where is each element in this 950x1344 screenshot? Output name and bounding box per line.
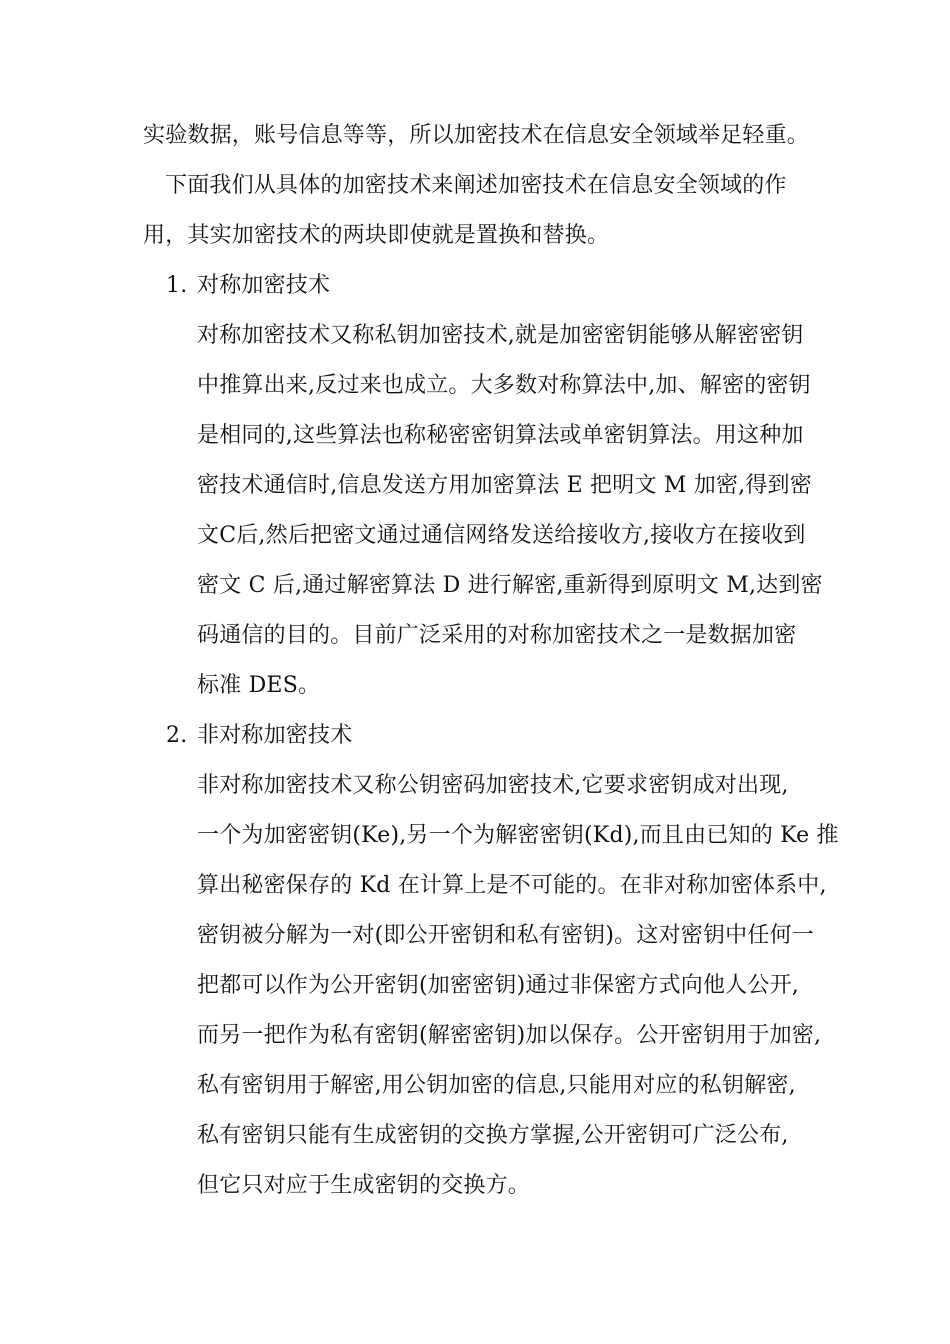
section-text-line: 密钥被分解为一对(即公开密钥和私有密钥)。这对密钥中任何一 <box>197 923 814 948</box>
paragraph-line: 实验数据，账号信息等等，所以加密技术在信息安全领域举足轻重。 <box>143 123 810 148</box>
section-text-line: 算出秘密保存的 Kd 在计算上是不可能的。在非对称加密体系中, <box>197 873 827 898</box>
section-text-line: 对称加密技术又称私钥加密技术,就是加密密钥能够从解密密钥 <box>197 323 804 348</box>
section-text-line: 密文 C 后,通过解密算法 D 进行解密,重新得到原明文 M,达到密 <box>197 573 823 598</box>
section-text-line: 非对称加密技术又称公钥密码加密技术,它要求密钥成对出现, <box>197 773 789 798</box>
section-text-line: 私有密钥用于解密,用公钥加密的信息,只能用对应的私钥解密, <box>197 1073 796 1098</box>
section-text-line: 密技术通信时,信息发送方用加密算法 E 把明文 M 加密,得到密 <box>197 473 812 498</box>
section-heading: 非对称加密技术 <box>197 723 353 748</box>
section-text-line: 一个为加密密钥(Ke),另一个为解密密钥(Kd),而且由已知的 Ke 推 <box>197 823 839 848</box>
section-text-line: 文C后,然后把密文通过通信网络发送给接收方,接收方在接收到 <box>197 523 806 548</box>
section-text-line: 把都可以作为公开密钥(加密密钥)通过非保密方式向他人公开, <box>197 973 799 998</box>
section-text-line: 而另一把作为私有密钥(解密密钥)加以保存。公开密钥用于加密, <box>197 1023 822 1048</box>
section-text-line: 但它只对应于生成密钥的交换方。 <box>197 1173 531 1198</box>
list-number: 2. <box>166 723 188 748</box>
section-text-line: 私有密钥只能有生成密钥的交换方掌握,公开密钥可广泛公布, <box>197 1123 789 1148</box>
list-number: 1. <box>166 273 188 298</box>
section-text-line: 是相同的,这些算法也称秘密密钥算法或单密钥算法。用这种加 <box>197 423 804 448</box>
section-heading: 对称加密技术 <box>197 273 331 298</box>
paragraph-line: 下面我们从具体的加密技术来阐述加密技术在信息安全领域的作 <box>165 173 787 198</box>
section-text-line: 标准 DES。 <box>197 673 321 698</box>
section-text-line: 中推算出来,反过来也成立。大多数对称算法中,加、解密的密钥 <box>197 373 811 398</box>
paragraph-line: 用，其实加密技术的两块即使就是置换和替换。 <box>143 223 610 248</box>
section-text-line: 码通信的目的。目前广泛采用的对称加密技术之一是数据加密 <box>197 623 797 648</box>
